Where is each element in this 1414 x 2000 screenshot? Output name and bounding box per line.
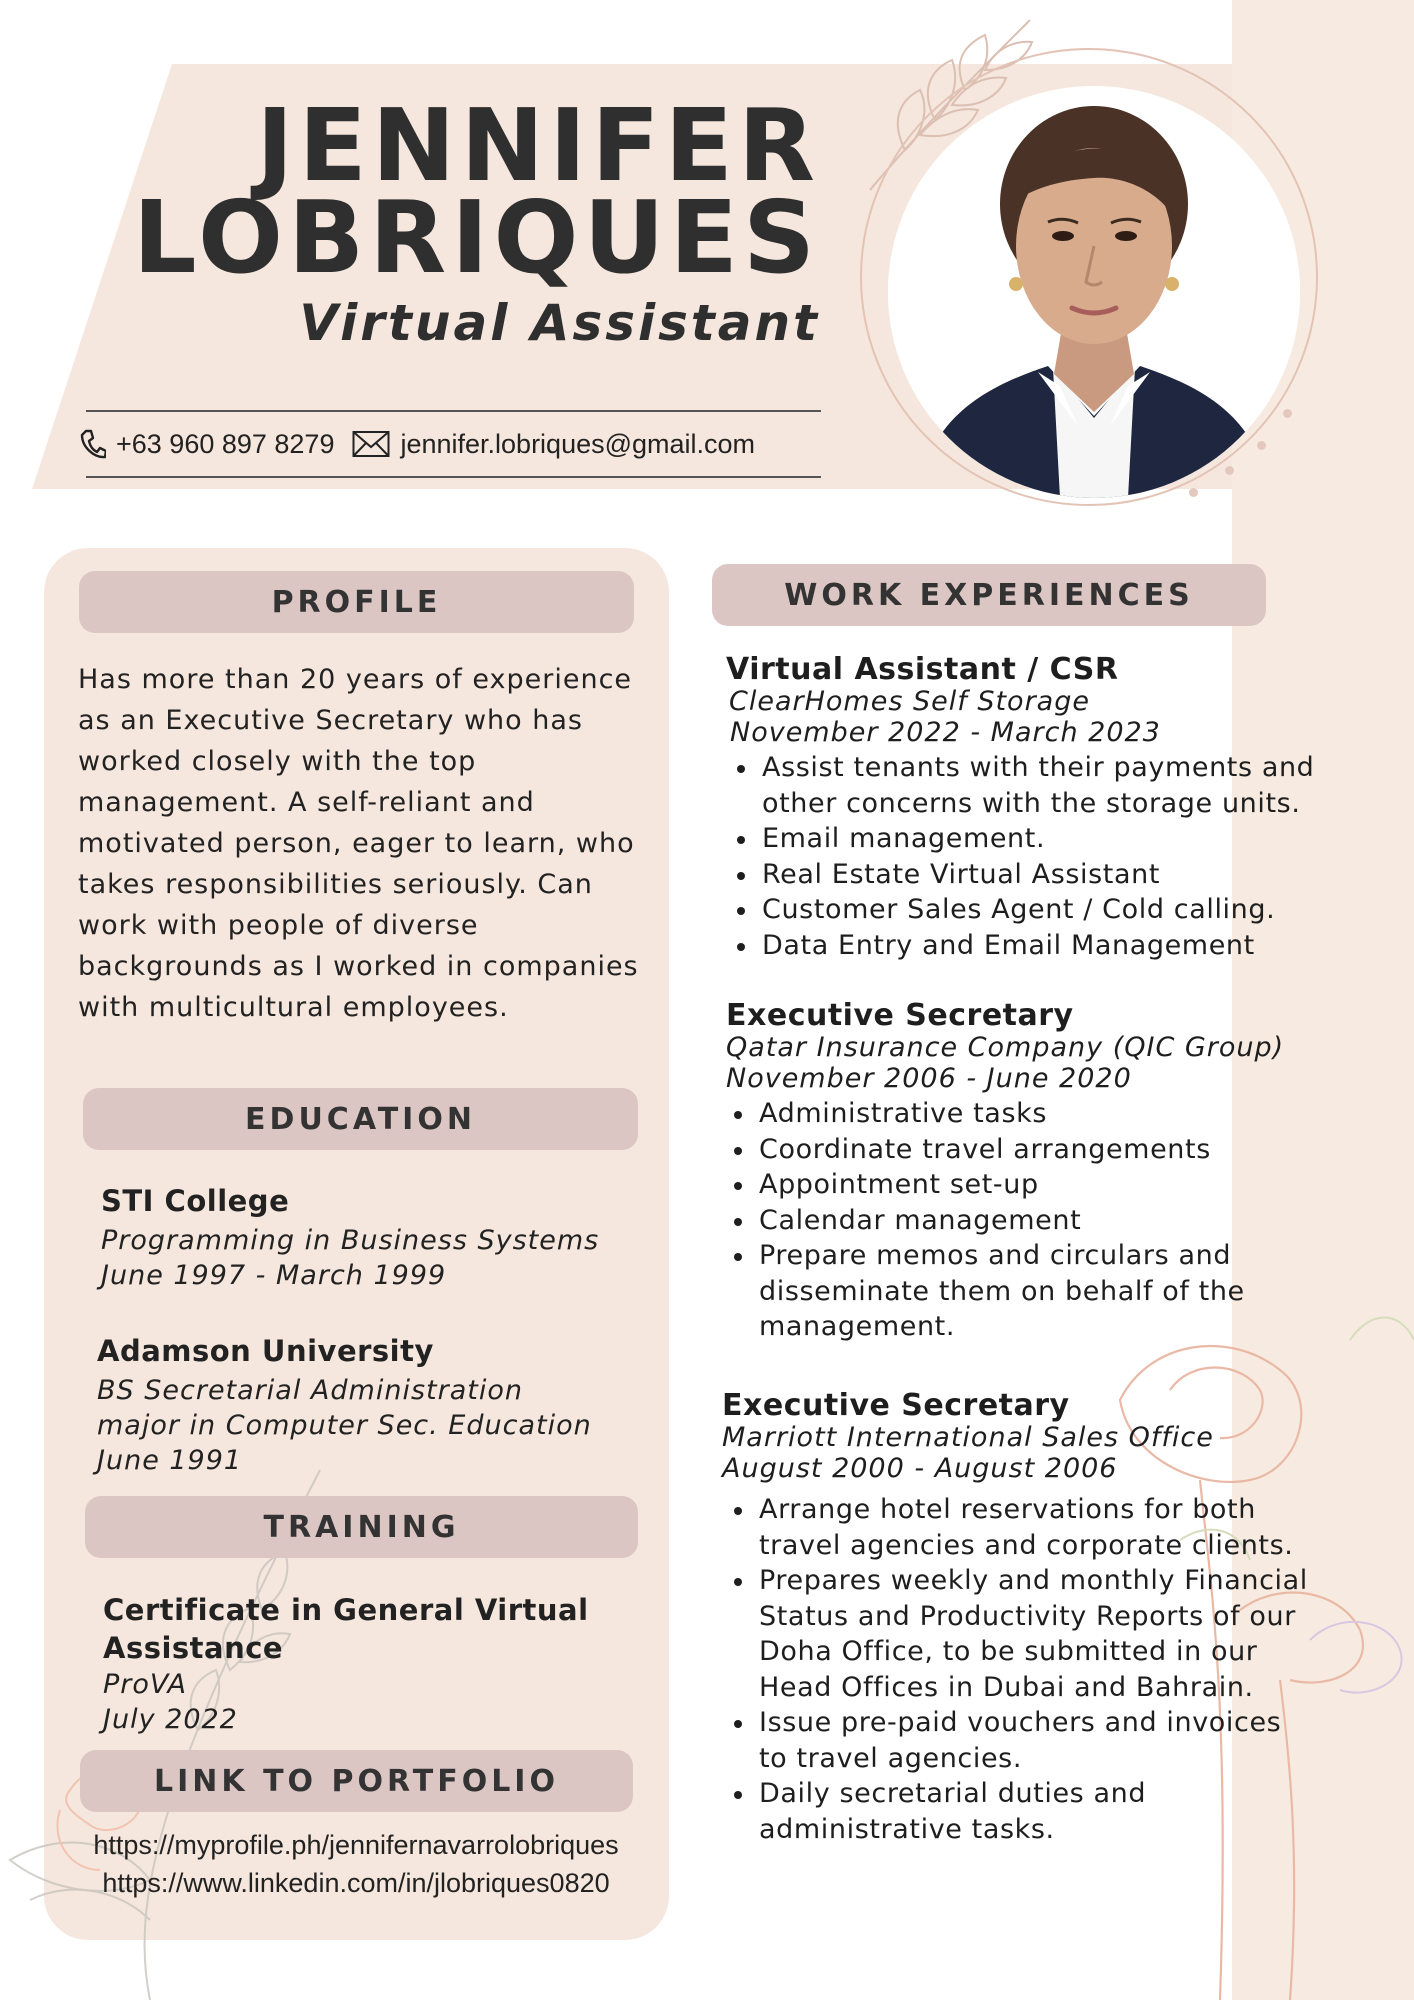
portfolio-link[interactable]: https://myprofile.ph/jennifernavarrolobriques	[93, 1830, 619, 1860]
divider-line	[86, 476, 821, 478]
education-detail: June 1991	[97, 1445, 243, 1476]
duty-item: Real Estate Virtual Assistant	[725, 857, 1342, 893]
decor-dot	[1225, 466, 1234, 475]
duty-item: Issue pre-paid vouchers and invoices to travel agencies.	[722, 1705, 1312, 1776]
job-position: Virtual Assistant / CSR	[726, 652, 1119, 687]
duty-item: Prepares weekly and monthly Financial Status and Productivity Reports of our Doha Office, to be submitted in our Head Offices in Dubai and Bahrain.	[722, 1563, 1312, 1705]
education-detail: June 1997 - March 1999	[101, 1260, 447, 1291]
training-name: Certificate in General Virtual	[103, 1593, 589, 1627]
decor-dot	[1283, 409, 1292, 418]
divider-line	[86, 410, 821, 412]
duty-item: Data Entry and Email Management	[725, 928, 1342, 964]
portfolio-links	[56, 1826, 656, 1902]
email-address[interactable]: jennifer.lobriques@gmail.com	[400, 428, 756, 459]
job-position: Executive Secretary	[726, 998, 1074, 1033]
training-item	[103, 1591, 663, 1737]
education-item	[97, 1332, 657, 1478]
duty-item: Appointment set-up	[722, 1167, 1282, 1203]
job-dates: August 2000 - August 2006	[722, 1453, 1118, 1484]
education-detail: major in Computer Sec. Education	[97, 1410, 592, 1441]
duty-item: Customer Sales Agent / Cold calling.	[725, 892, 1342, 928]
job-entry	[722, 654, 1342, 963]
duty-list	[722, 1492, 1312, 1847]
contact-row	[80, 424, 755, 464]
education-item	[101, 1182, 661, 1293]
job-company: Marriott International Sales Office	[722, 1422, 1214, 1453]
training-date: July 2022	[103, 1704, 238, 1735]
job-entry	[722, 1390, 1342, 1847]
mail-icon	[352, 430, 390, 458]
duty-list	[722, 1096, 1282, 1345]
section-header-profile: PROFILE	[79, 571, 634, 633]
full-name	[132, 87, 820, 296]
duty-item: Daily secretarial duties and administrative tasks.	[722, 1776, 1312, 1847]
duty-item: Administrative tasks	[722, 1096, 1282, 1132]
portfolio-link[interactable]: https://www.linkedin.com/in/jlobriques0820	[102, 1868, 610, 1898]
duty-list	[725, 750, 1342, 963]
duty-item: Calendar management	[722, 1203, 1282, 1239]
job-company: ClearHomes Self Storage	[729, 686, 1090, 717]
section-header-training: TRAINING	[85, 1496, 638, 1558]
job-dates: November 2022 - March 2023	[730, 717, 1161, 748]
job-dates: November 2006 - June 2020	[726, 1063, 1132, 1094]
job-position: Executive Secretary	[722, 1388, 1070, 1423]
duty-item: Assist tenants with their payments and other concerns with the storage units.	[725, 750, 1342, 821]
duty-item: Prepare memos and circulars and disseminate them on behalf of the management.	[722, 1238, 1282, 1345]
decor-dot	[1257, 441, 1266, 450]
duty-item: Arrange hotel reservations for both travel agencies and corporate clients.	[722, 1492, 1312, 1563]
school-name: STI College	[101, 1184, 290, 1218]
training-name: Assistance	[103, 1631, 284, 1665]
decor-dot	[1189, 488, 1198, 497]
duty-item: Email management.	[725, 821, 1342, 857]
job-company: Qatar Insurance Company (QIC Group)	[726, 1032, 1285, 1063]
first-name: JENNIFER	[256, 87, 820, 204]
training-provider: ProVA	[103, 1669, 188, 1700]
last-name: LOBRIQUES	[132, 179, 820, 296]
job-title: Virtual Assistant	[299, 294, 820, 352]
section-header-portfolio: LINK TO PORTFOLIO	[80, 1750, 633, 1812]
phone-icon	[80, 429, 106, 459]
portrait-photo	[888, 86, 1300, 498]
section-header-work: WORK EXPERIENCES	[712, 564, 1266, 626]
profile-text: Has more than 20 years of experience as an Executive Secretary who has worked closely with the top management. A self-reliant and motivated person, eager to learn, who takes responsibilities seriously. Can work with people of diverse backgrounds as I worked in companies with multicultural employees.	[78, 664, 639, 1023]
duty-item: Coordinate travel arrangements	[722, 1132, 1282, 1168]
section-header-education: EDUCATION	[83, 1088, 638, 1150]
education-detail: BS Secretarial Administration	[97, 1375, 523, 1406]
job-entry	[722, 1000, 1342, 1345]
education-detail: Programming in Business Systems	[101, 1225, 600, 1256]
phone-number[interactable]: +63 960 897 8279	[116, 428, 335, 459]
school-name: Adamson University	[97, 1334, 434, 1368]
